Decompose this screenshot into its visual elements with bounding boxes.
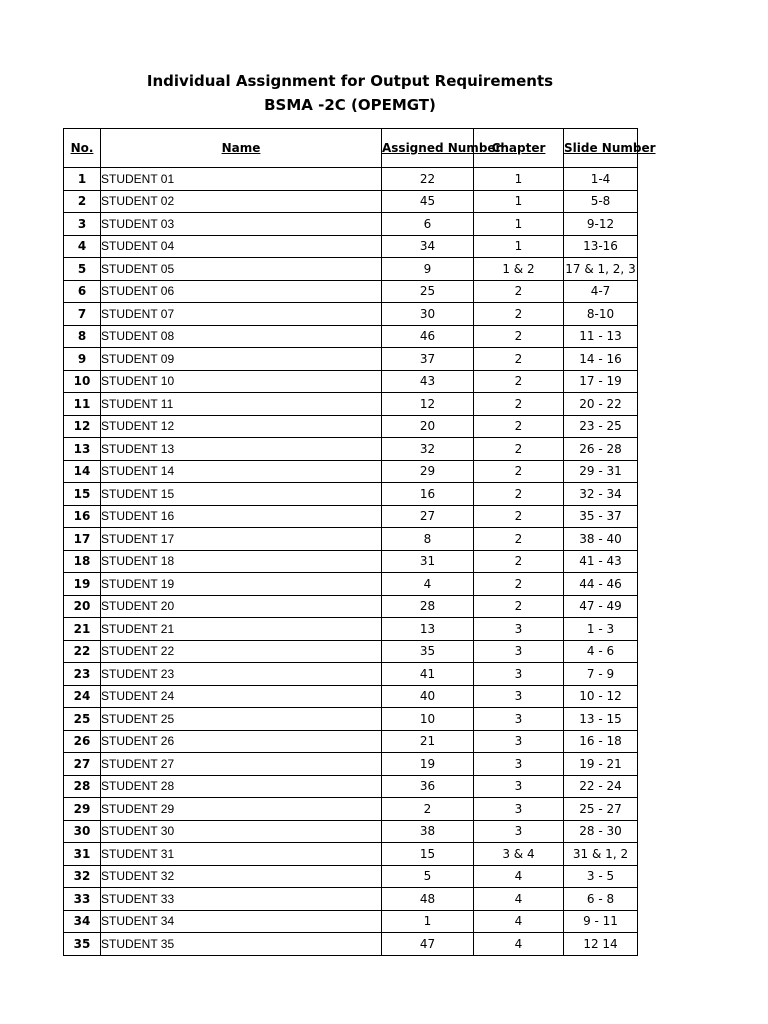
slide-number: 6 - 8 <box>564 888 638 911</box>
slide-number: 7 - 9 <box>564 663 638 686</box>
chapter-cell: 2 <box>474 303 564 326</box>
assigned-number: 40 <box>382 685 474 708</box>
row-number: 16 <box>64 505 101 528</box>
chapter-cell: 2 <box>474 280 564 303</box>
row-number: 8 <box>64 325 101 348</box>
student-name: STUDENT 05 <box>101 258 382 281</box>
slide-number: 35 - 37 <box>564 505 638 528</box>
slide-number: 10 - 12 <box>564 685 638 708</box>
row-number: 13 <box>64 438 101 461</box>
student-name: STUDENT 10 <box>101 370 382 393</box>
student-name: STUDENT 30 <box>101 820 382 843</box>
student-name: STUDENT 33 <box>101 888 382 911</box>
assigned-number: 25 <box>382 280 474 303</box>
row-number: 20 <box>64 595 101 618</box>
table-row <box>64 325 638 348</box>
chapter-cell: 3 <box>474 820 564 843</box>
slide-number: 41 - 43 <box>564 550 638 573</box>
chapter-cell: 1 & 2 <box>474 258 564 281</box>
chapter-cell: 3 <box>474 618 564 641</box>
table-row <box>64 483 638 506</box>
table-row <box>64 370 638 393</box>
chapter-cell: 2 <box>474 550 564 573</box>
assigned-number: 1 <box>382 910 474 933</box>
slide-number: 16 - 18 <box>564 730 638 753</box>
slide-number: 47 - 49 <box>564 595 638 618</box>
row-number: 32 <box>64 865 101 888</box>
assigned-number: 48 <box>382 888 474 911</box>
row-number: 4 <box>64 235 101 258</box>
chapter-cell: 2 <box>474 595 564 618</box>
assigned-number: 8 <box>382 528 474 551</box>
document-title: Individual Assignment for Output Requirements <box>146 72 554 90</box>
row-number: 12 <box>64 415 101 438</box>
slide-number: 3 - 5 <box>564 865 638 888</box>
chapter-cell: 1 <box>474 235 564 258</box>
table-row <box>64 685 638 708</box>
chapter-cell: 4 <box>474 910 564 933</box>
slide-number: 28 - 30 <box>564 820 638 843</box>
assigned-number: 35 <box>382 640 474 663</box>
row-number: 15 <box>64 483 101 506</box>
header-chapter: Chapter <box>474 129 564 168</box>
slide-number: 8-10 <box>564 303 638 326</box>
table-row <box>64 775 638 798</box>
table-row <box>64 618 638 641</box>
slide-number: 9-12 <box>564 213 638 236</box>
chapter-cell: 3 <box>474 685 564 708</box>
table-row <box>64 528 638 551</box>
chapter-cell: 3 <box>474 798 564 821</box>
table-row <box>64 348 638 371</box>
header-no: No. <box>64 129 101 168</box>
assigned-number: 31 <box>382 550 474 573</box>
slide-number: 4-7 <box>564 280 638 303</box>
table-row <box>64 798 638 821</box>
slide-number: 13-16 <box>564 235 638 258</box>
student-name: STUDENT 29 <box>101 798 382 821</box>
table-row <box>64 843 638 866</box>
assigned-number: 20 <box>382 415 474 438</box>
row-number: 23 <box>64 663 101 686</box>
chapter-cell: 2 <box>474 370 564 393</box>
table-row <box>64 910 638 933</box>
slide-number: 31 & 1, 2 <box>564 843 638 866</box>
assigned-number: 34 <box>382 235 474 258</box>
student-name: STUDENT 07 <box>101 303 382 326</box>
assigned-number: 36 <box>382 775 474 798</box>
student-name: STUDENT 25 <box>101 708 382 731</box>
table-row <box>64 393 638 416</box>
slide-number: 20 - 22 <box>564 393 638 416</box>
assigned-number: 32 <box>382 438 474 461</box>
assigned-number: 19 <box>382 753 474 776</box>
assigned-number: 41 <box>382 663 474 686</box>
row-number: 25 <box>64 708 101 731</box>
row-number: 17 <box>64 528 101 551</box>
student-name: STUDENT 21 <box>101 618 382 641</box>
assigned-number: 9 <box>382 258 474 281</box>
student-name: STUDENT 23 <box>101 663 382 686</box>
assigned-number: 16 <box>382 483 474 506</box>
chapter-cell: 3 <box>474 730 564 753</box>
student-name: STUDENT 20 <box>101 595 382 618</box>
slide-number: 26 - 28 <box>564 438 638 461</box>
slide-number: 44 - 46 <box>564 573 638 596</box>
slide-number: 32 - 34 <box>564 483 638 506</box>
table-row <box>64 235 638 258</box>
row-number: 27 <box>64 753 101 776</box>
student-name: STUDENT 04 <box>101 235 382 258</box>
row-number: 2 <box>64 190 101 213</box>
chapter-cell: 2 <box>474 438 564 461</box>
row-number: 28 <box>64 775 101 798</box>
assigned-number: 10 <box>382 708 474 731</box>
assigned-number: 13 <box>382 618 474 641</box>
row-number: 9 <box>64 348 101 371</box>
row-number: 26 <box>64 730 101 753</box>
slide-number: 14 - 16 <box>564 348 638 371</box>
table-row <box>64 865 638 888</box>
assigned-number: 15 <box>382 843 474 866</box>
chapter-cell: 3 <box>474 775 564 798</box>
row-number: 10 <box>64 370 101 393</box>
document-subtitle: BSMA -2C (OPEMGT) <box>264 96 436 114</box>
slide-number: 13 - 15 <box>564 708 638 731</box>
row-number: 6 <box>64 280 101 303</box>
student-name: STUDENT 18 <box>101 550 382 573</box>
row-number: 31 <box>64 843 101 866</box>
student-name: STUDENT 14 <box>101 460 382 483</box>
table-row <box>64 415 638 438</box>
table-row <box>64 663 638 686</box>
assigned-number: 22 <box>382 168 474 191</box>
slide-number: 25 - 27 <box>564 798 638 821</box>
student-name: STUDENT 17 <box>101 528 382 551</box>
slide-number: 4 - 6 <box>564 640 638 663</box>
chapter-cell: 2 <box>474 415 564 438</box>
header-slide-number: Slide Number <box>564 129 638 168</box>
assigned-number: 5 <box>382 865 474 888</box>
assigned-number: 30 <box>382 303 474 326</box>
student-name: STUDENT 11 <box>101 393 382 416</box>
table-row <box>64 168 638 191</box>
table-row <box>64 550 638 573</box>
slide-number: 9 - 11 <box>564 910 638 933</box>
student-name: STUDENT 01 <box>101 168 382 191</box>
chapter-cell: 2 <box>474 393 564 416</box>
assignment-table <box>63 128 656 956</box>
assigned-number: 4 <box>382 573 474 596</box>
student-name: STUDENT 06 <box>101 280 382 303</box>
assigned-number: 47 <box>382 933 474 956</box>
table-header-row <box>64 129 638 168</box>
table-row <box>64 595 638 618</box>
assigned-number: 2 <box>382 798 474 821</box>
assigned-number: 28 <box>382 595 474 618</box>
table-row <box>64 190 638 213</box>
student-name: STUDENT 08 <box>101 325 382 348</box>
student-name: STUDENT 24 <box>101 685 382 708</box>
row-number: 24 <box>64 685 101 708</box>
header-assigned-number: Assigned Number <box>382 129 474 168</box>
row-number: 1 <box>64 168 101 191</box>
chapter-cell: 3 <box>474 753 564 776</box>
table-row <box>64 213 638 236</box>
table-row <box>64 730 638 753</box>
table-row <box>64 303 638 326</box>
table-body <box>64 168 638 956</box>
table-row <box>64 888 638 911</box>
row-number: 19 <box>64 573 101 596</box>
slide-number: 12 14 <box>564 933 638 956</box>
row-number: 33 <box>64 888 101 911</box>
slide-number: 38 - 40 <box>564 528 638 551</box>
chapter-cell: 3 <box>474 708 564 731</box>
row-number: 18 <box>64 550 101 573</box>
assigned-number: 45 <box>382 190 474 213</box>
table-row <box>64 505 638 528</box>
row-number: 14 <box>64 460 101 483</box>
row-number: 21 <box>64 618 101 641</box>
chapter-cell: 2 <box>474 483 564 506</box>
row-number: 22 <box>64 640 101 663</box>
table-row <box>64 258 638 281</box>
assigned-number: 43 <box>382 370 474 393</box>
chapter-cell: 2 <box>474 505 564 528</box>
chapter-cell: 2 <box>474 528 564 551</box>
chapter-cell: 2 <box>474 325 564 348</box>
slide-number: 17 & 1, 2, 3 <box>564 258 638 281</box>
student-name: STUDENT 26 <box>101 730 382 753</box>
chapter-cell: 4 <box>474 933 564 956</box>
table-row <box>64 640 638 663</box>
chapter-cell: 2 <box>474 573 564 596</box>
student-name: STUDENT 15 <box>101 483 382 506</box>
row-number: 34 <box>64 910 101 933</box>
chapter-cell: 3 <box>474 640 564 663</box>
table-row <box>64 753 638 776</box>
assigned-number: 37 <box>382 348 474 371</box>
student-name: STUDENT 31 <box>101 843 382 866</box>
assigned-number: 46 <box>382 325 474 348</box>
student-name: STUDENT 12 <box>101 415 382 438</box>
chapter-cell: 1 <box>474 213 564 236</box>
student-name: STUDENT 09 <box>101 348 382 371</box>
student-name: STUDENT 19 <box>101 573 382 596</box>
row-number: 29 <box>64 798 101 821</box>
slide-number: 23 - 25 <box>564 415 638 438</box>
chapter-cell: 2 <box>474 348 564 371</box>
student-name: STUDENT 16 <box>101 505 382 528</box>
slide-number: 17 - 19 <box>564 370 638 393</box>
chapter-cell: 3 <box>474 663 564 686</box>
slide-number: 5-8 <box>564 190 638 213</box>
row-number: 11 <box>64 393 101 416</box>
student-name: STUDENT 02 <box>101 190 382 213</box>
slide-number: 19 - 21 <box>564 753 638 776</box>
student-name: STUDENT 13 <box>101 438 382 461</box>
slide-number: 1 - 3 <box>564 618 638 641</box>
assigned-number: 21 <box>382 730 474 753</box>
chapter-cell: 1 <box>474 168 564 191</box>
assigned-number: 6 <box>382 213 474 236</box>
slide-number: 11 - 13 <box>564 325 638 348</box>
table-row <box>64 438 638 461</box>
student-name: STUDENT 27 <box>101 753 382 776</box>
student-name: STUDENT 28 <box>101 775 382 798</box>
assigned-number: 38 <box>382 820 474 843</box>
student-name: STUDENT 35 <box>101 933 382 956</box>
table-row <box>64 820 638 843</box>
assigned-number: 12 <box>382 393 474 416</box>
table-row <box>64 573 638 596</box>
table-row <box>64 280 638 303</box>
assigned-number: 27 <box>382 505 474 528</box>
slide-number: 29 - 31 <box>564 460 638 483</box>
slide-number: 1-4 <box>564 168 638 191</box>
row-number: 35 <box>64 933 101 956</box>
table-row <box>64 933 638 956</box>
chapter-cell: 1 <box>474 190 564 213</box>
row-number: 7 <box>64 303 101 326</box>
assigned-number: 29 <box>382 460 474 483</box>
chapter-cell: 3 & 4 <box>474 843 564 866</box>
row-number: 3 <box>64 213 101 236</box>
table-row <box>64 708 638 731</box>
student-name: STUDENT 22 <box>101 640 382 663</box>
student-name: STUDENT 32 <box>101 865 382 888</box>
table-row <box>64 460 638 483</box>
chapter-cell: 4 <box>474 888 564 911</box>
chapter-cell: 4 <box>474 865 564 888</box>
slide-number: 22 - 24 <box>564 775 638 798</box>
row-number: 30 <box>64 820 101 843</box>
row-number: 5 <box>64 258 101 281</box>
header-name: Name <box>101 129 382 168</box>
student-name: STUDENT 03 <box>101 213 382 236</box>
student-name: STUDENT 34 <box>101 910 382 933</box>
chapter-cell: 2 <box>474 460 564 483</box>
